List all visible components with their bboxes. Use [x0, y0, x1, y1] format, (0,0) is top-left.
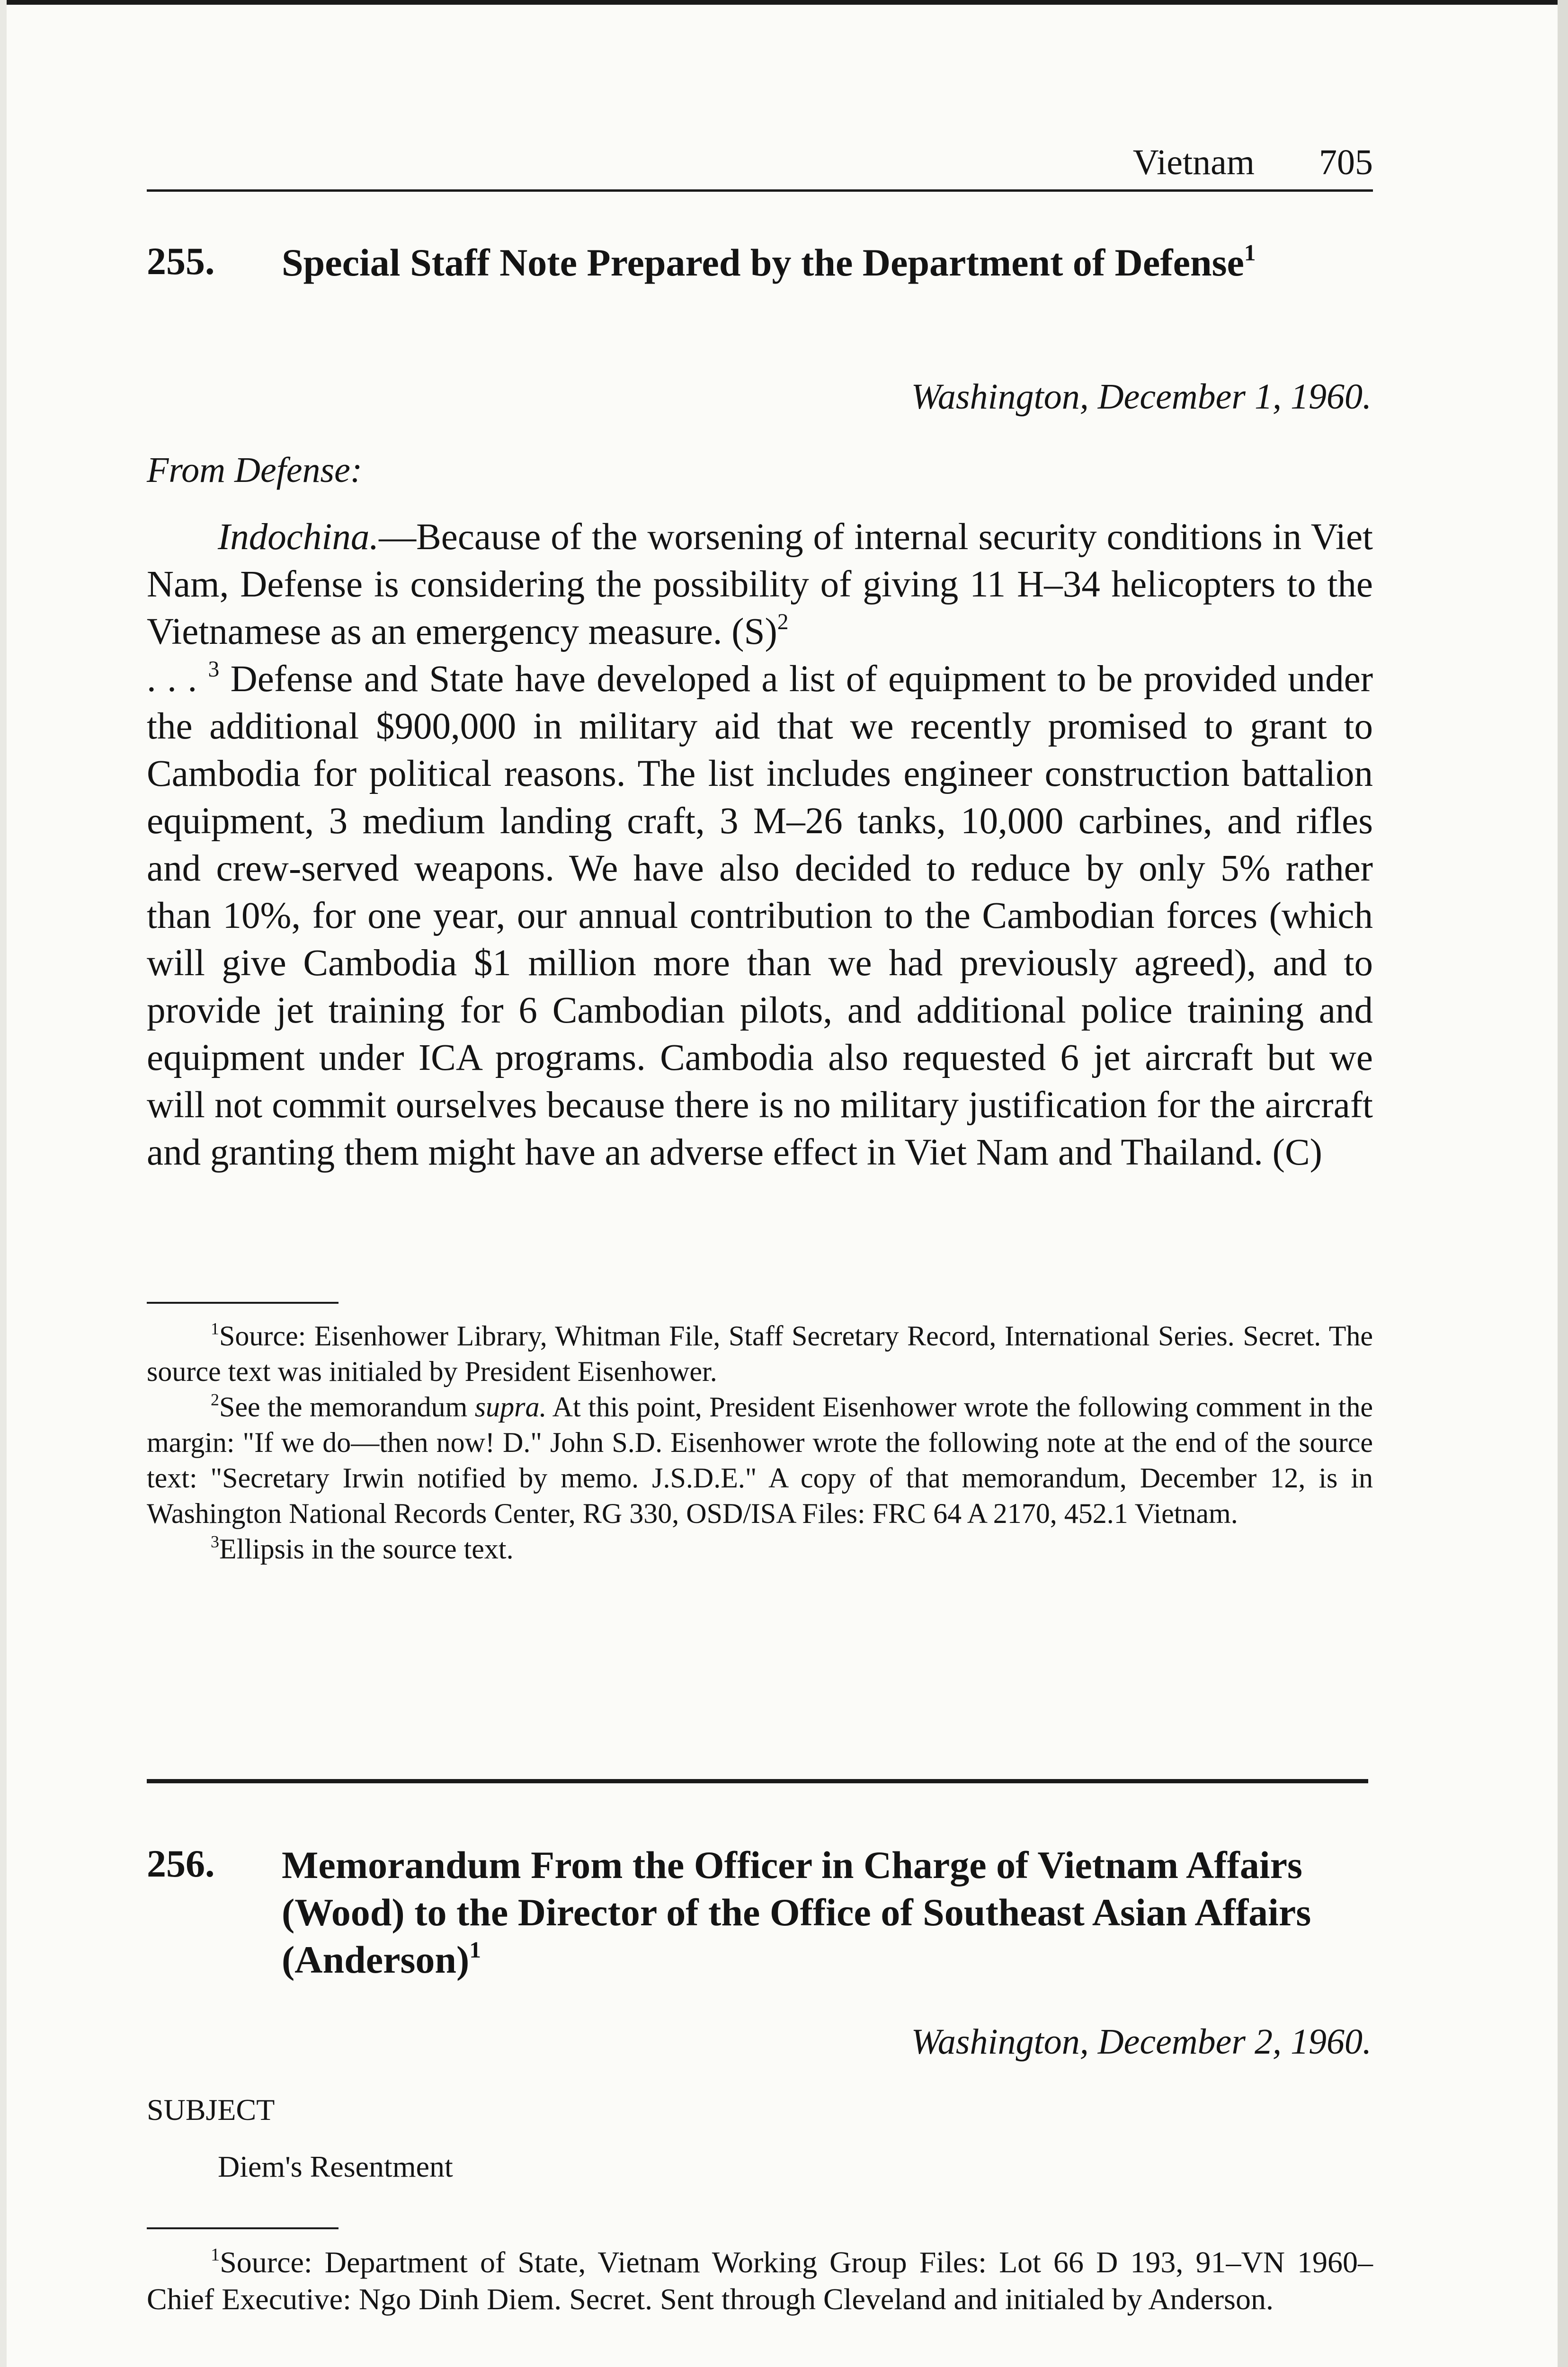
doc-256-subject-value: Diem's Resentment [218, 2150, 453, 2183]
doc-256-title [282, 1842, 1371, 1984]
footnote-2-mark: 2 [211, 1390, 219, 1409]
doc-255-title-footnote-mark: 1 [1244, 240, 1256, 266]
page-number: 705 [1319, 142, 1373, 182]
footnote-1-text: Source: Department of State, Vietnam Working Group Files: Lot 66 D 193, 91–VN 1960–Chief Executive: Ngo Dinh Diem. Secret. Sent through Cleveland and initialed by Anderson. [147, 2245, 1373, 2316]
footnote-2-text-cont: At this point, President Eisenhower wrote the following comment in the margin: "If we do—then now! D." John S.D. Eisenhower wrote the following note at the end of the source text: "Secretary Irwin notified by memo. J.S.D.E." A copy of that memorandum, December 12, is in Washington National Records Center, RG 330, OSD/ISA Files: FRC 64 A 2170, 452.1 Vietnam. [147, 1391, 1373, 1529]
doc-256-subject-label: SUBJECT [147, 2093, 275, 2127]
footnote-1-mark: 1 [211, 2245, 220, 2265]
footnote-mark: 3 [208, 657, 220, 682]
doc-256-footnotes [147, 2244, 1373, 2318]
footnote-mark: 2 [777, 610, 789, 635]
doc-255-paragraph-2 [147, 656, 1373, 1176]
doc-255-title [282, 239, 1371, 286]
paragraph-text: —Because of the worsening of internal security conditions in Viet Nam, Defense is considering the possibility of giving 11 H–34 helicopters to the Vietnamese as an emergency measure. (S) [147, 516, 1373, 652]
doc-256-dateline: Washington, December 2, 1960. [911, 2022, 1372, 2062]
paragraph-lead: Indochina. [218, 516, 379, 558]
running-head-title: Vietnam [1132, 142, 1255, 182]
footnote-1-mark: 1 [211, 1319, 219, 1338]
doc-255-number: 255. [147, 240, 215, 283]
running-head [147, 137, 1373, 192]
page-left-edge [0, 0, 7, 2367]
doc-255-title-text: Special Staff Note Prepared by the Department of Defense [282, 241, 1244, 284]
doc-256-number: 256. [147, 1842, 215, 1885]
doc-256-title-text: Memorandum From the Officer in Charge of Vietnam Affairs (Wood) to the Director of the Office of Southeast Asian Affairs (Anderson) [282, 1843, 1311, 1981]
footnote-1 [147, 2244, 1373, 2318]
page-top-edge [0, 0, 1568, 5]
doc-256-footnote-rule [147, 2227, 339, 2229]
footnote-1-text: Source: Eisenhower Library, Whitman File, Staff Secretary Record, International Series. Secret. The source text was initialed by President Eisenhower. [147, 1320, 1373, 1387]
footnote-2-italic: supra. [474, 1391, 547, 1423]
footnote-3 [147, 1531, 1373, 1567]
paragraph-text: Defense and State have developed a list of equipment to be provided under the additional $900,000 in military aid that we recently promised to grant to Cambodia for political reasons. The list includes engineer construction battalion equipment, 3 medium landing craft, 3 M–26 tanks, 10,000 carbines, and rifles and crew-served weapons. We have also decided to reduce by only 5% rather than 10%, for one year, our annual contribution to the Cambodian forces (which will give Cambodia $1 million more than we had previously agreed), and to provide jet training for 6 Cambodian pilots, and additional police training and equipment under ICA programs. Cambodia also requested 6 jet aircraft but we will not commit ourselves because there is no military justification for the aircraft and granting them might have an adverse effect in Viet Nam and Thailand. (C) [147, 658, 1373, 1173]
doc-255-from: From Defense: [147, 450, 363, 490]
footnote-2-text: See the memorandum [219, 1391, 475, 1423]
doc-255-footnotes [147, 1318, 1373, 1567]
ellipsis: . . . [147, 658, 208, 700]
doc-255-footnote-rule [147, 1302, 339, 1304]
footnote-1 [147, 1318, 1373, 1389]
doc-255-dateline: Washington, December 1, 1960. [911, 377, 1372, 417]
doc-256-title-footnote-mark: 1 [469, 1937, 481, 1963]
footnote-3-text: Ellipsis in the source text. [219, 1533, 514, 1565]
section-divider [147, 1779, 1368, 1783]
footnote-2 [147, 1389, 1373, 1531]
doc-255-paragraph-1 [147, 514, 1373, 656]
footnote-3-mark: 3 [211, 1532, 219, 1551]
doc-255-body [147, 514, 1373, 1176]
page-right-edge [1558, 0, 1568, 2367]
